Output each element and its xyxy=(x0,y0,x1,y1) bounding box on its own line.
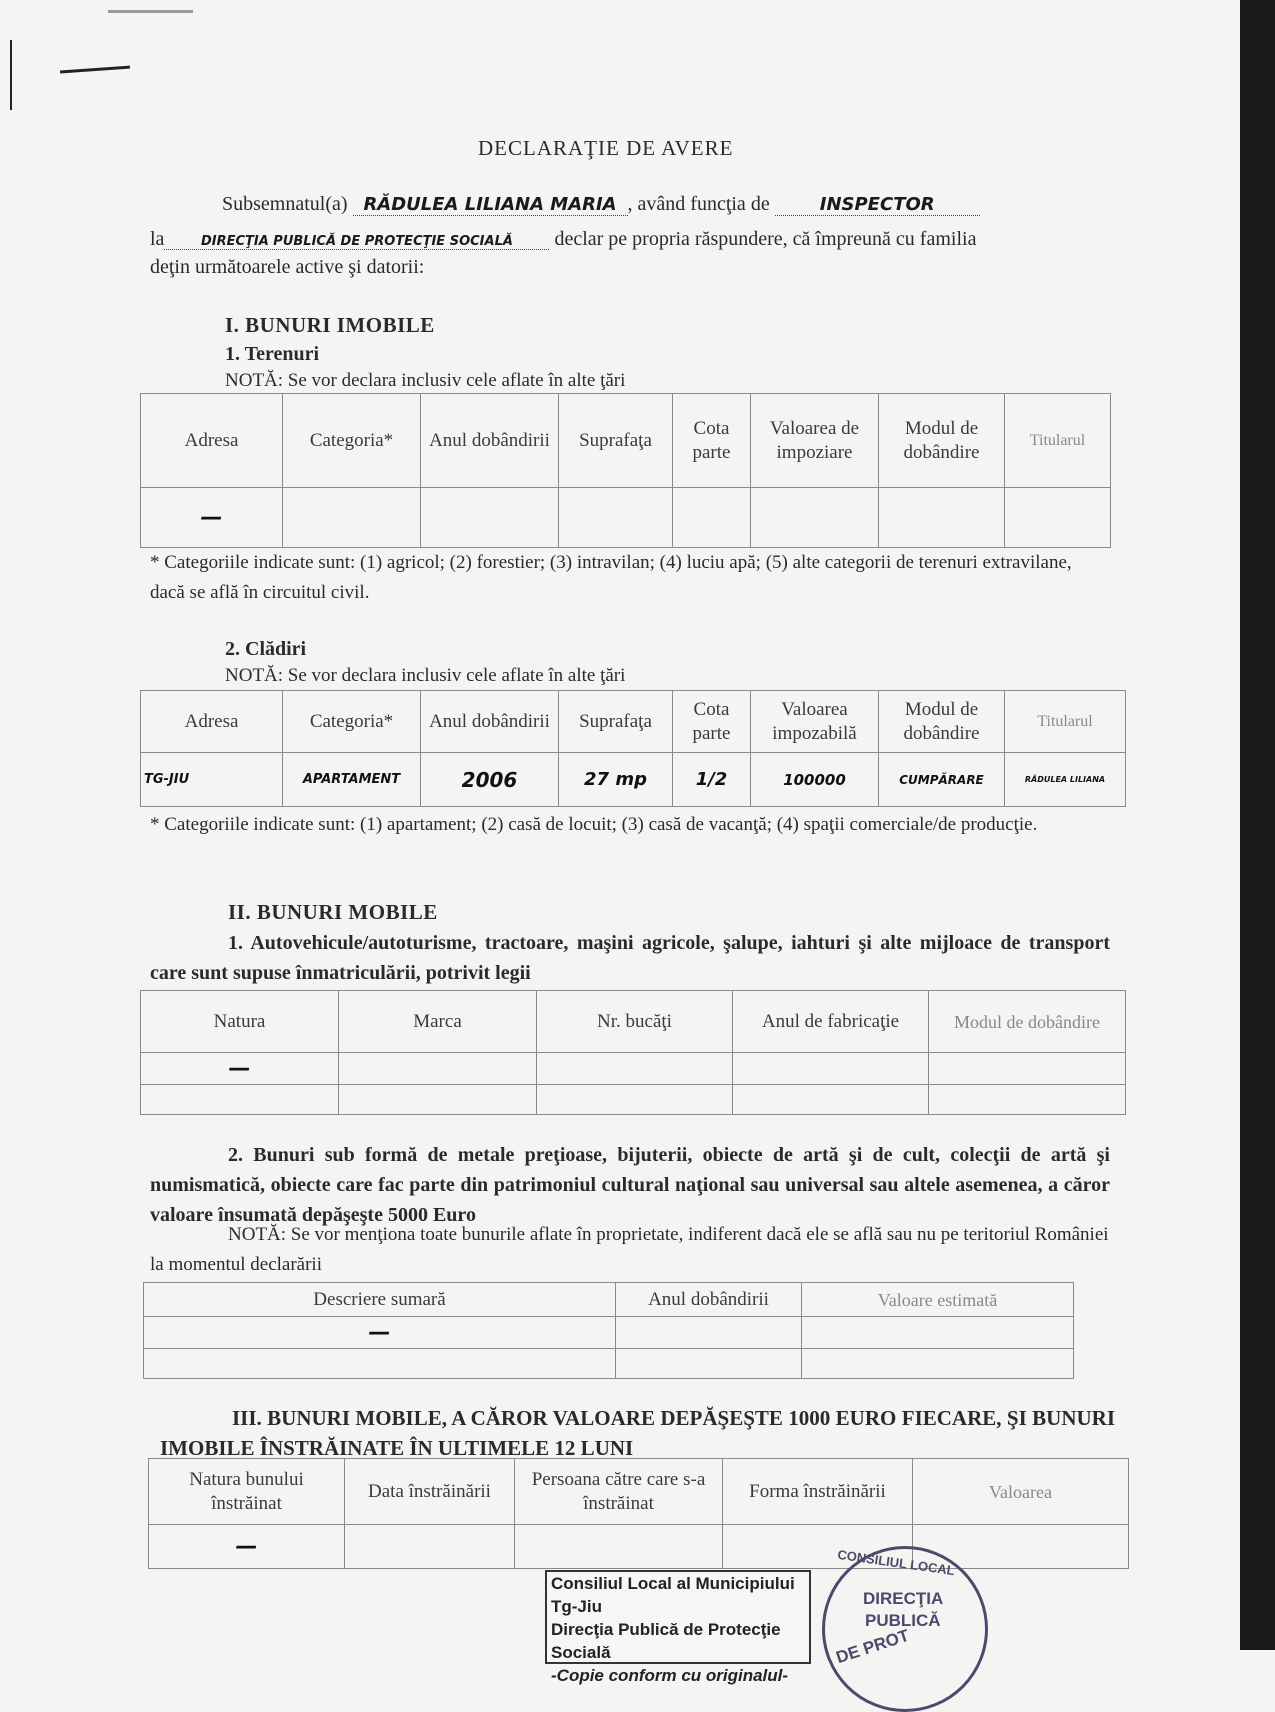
column-header: Titularul xyxy=(1005,691,1126,753)
table-cell xyxy=(802,1317,1074,1349)
buildings-note: NOTĂ: Se vor declara inclusiv cele aflate în alte ţări xyxy=(225,665,626,686)
column-header: Valoare estimată xyxy=(802,1283,1074,1317)
table-cell xyxy=(537,1053,733,1085)
table-row xyxy=(144,1317,1074,1349)
table-cell: — xyxy=(141,488,283,548)
column-header: Adresa xyxy=(141,394,283,488)
column-header: Anul dobândirii xyxy=(421,394,559,488)
column-header: Suprafaţa xyxy=(559,691,673,753)
table-cell: 2006 xyxy=(421,753,559,807)
valuables-note: NOTĂ: Se vor menţiona toate bunurile aflate în proprietate, indiferent dacă ele se află sau nu pe teritoriul României la momentul declarării xyxy=(150,1224,1109,1275)
column-header: Titularul xyxy=(1005,394,1111,488)
punch-mark xyxy=(10,40,12,110)
column-header: Anul dobândirii xyxy=(421,691,559,753)
table-cell: RĂDULEA LILIANA xyxy=(1005,753,1126,807)
land-footnote: * Categoriile indicate sunt: (1) agricol; (2) forestier; (3) intravilan; (4) luciu apă; (5) alte categorii de terenuri extravilane, dacă se află în circuitul civil. xyxy=(150,552,1072,603)
intro-line-3: deţin următoarele active şi datorii: xyxy=(150,256,425,278)
column-header: Modul de dobândire xyxy=(879,394,1005,488)
vehicles-subtitle: 1. Autovehicule/autoturisme, tractoare, maşini agricole, şalupe, iahturi şi alte mijloace de transport care sunt supuse înmatriculării, potrivit legii xyxy=(150,932,1110,984)
table-header-row xyxy=(141,394,1111,488)
column-header: Anul de fabricaţie xyxy=(733,991,929,1053)
column-header: Forma înstrăinării xyxy=(723,1459,913,1525)
column-header: Modul de dobândire xyxy=(929,991,1126,1053)
table-cell xyxy=(339,1053,537,1085)
table-cell xyxy=(929,1053,1126,1085)
column-header: Valoarea xyxy=(913,1459,1129,1525)
certification-stamp: Consiliul Local al Municipiului Tg-Jiu Direcţia Publică de Protecţie Socială -Copie conform cu originalul- xyxy=(545,1570,811,1664)
column-header: Categoria* xyxy=(283,394,421,488)
column-header: Valoarea de impoziare xyxy=(751,394,879,488)
table-cell: CUMPĂRARE xyxy=(879,753,1005,807)
table-cell: 100000 xyxy=(751,753,879,807)
land-table xyxy=(140,393,1111,548)
column-header: Marca xyxy=(339,991,537,1053)
table-cell xyxy=(283,488,421,548)
buildings-footnote: * Categoriile indicate sunt: (1) apartament; (2) casă de locuit; (3) casă de vacanţă; (4) spaţii comerciale/de producţie. xyxy=(150,814,1038,835)
table-cell xyxy=(733,1053,929,1085)
valuables-table xyxy=(143,1282,1074,1379)
table-cell: — xyxy=(144,1317,616,1349)
column-header: Persoana către care s-a înstrăinat xyxy=(515,1459,723,1525)
section-3-title: III. BUNURI MOBILE, A CĂROR VALOARE DEPĂŞEŞTE 1000 EURO FIECARE, ŞI BUNURI IMOBILE ÎNSTRĂINATE ÎN ULTIMELE 12 LUNI xyxy=(160,1406,1115,1460)
buildings-subtitle: 2. Clădiri xyxy=(225,638,307,660)
land-subtitle: 1. Terenuri xyxy=(225,343,320,365)
table-cell xyxy=(751,488,879,548)
disposed-assets-table xyxy=(148,1458,1129,1569)
table-cell xyxy=(616,1317,802,1349)
scan-edge xyxy=(1240,0,1275,1650)
table-cell xyxy=(515,1525,723,1569)
table-header-row xyxy=(141,991,1126,1053)
table-row xyxy=(141,753,1126,807)
column-header: Adresa xyxy=(141,691,283,753)
institution-field: DIRECŢIA PUBLICĂ DE PROTECŢIE SOCIALĂ xyxy=(164,234,549,250)
table-cell xyxy=(559,488,673,548)
table-header-row xyxy=(141,691,1126,753)
column-header: Nr. bucăţi xyxy=(537,991,733,1053)
table-header-row xyxy=(144,1283,1074,1317)
staple-mark xyxy=(108,10,193,13)
table-row xyxy=(149,1525,1129,1569)
section-1-title: I. BUNURI IMOBILE xyxy=(225,313,435,337)
table-cell xyxy=(1005,488,1111,548)
column-header: Natura bunului înstrăinat xyxy=(149,1459,345,1525)
table-row xyxy=(141,1085,1126,1115)
declarant-name-field: RĂDULEA LILIANA MARIA xyxy=(353,194,628,216)
function-field: INSPECTOR xyxy=(775,194,980,216)
column-header: Modul de dobândire xyxy=(879,691,1005,753)
column-header: Descriere sumară xyxy=(144,1283,616,1317)
table-cell xyxy=(345,1525,515,1569)
table-cell: TG-JIU xyxy=(141,753,283,807)
column-header: Natura xyxy=(141,991,339,1053)
table-cell xyxy=(421,488,559,548)
column-header: Valoarea impozabilă xyxy=(751,691,879,753)
intro-line-2: la DIRECŢIA PUBLICĂ DE PROTECŢIE SOCIALĂ declar pe propria răspundere, că împreună cu familia xyxy=(150,228,977,250)
official-seal: CONSILIUL LOCAL DIRECŢIA PUBLICĂ DE PROT xyxy=(822,1546,988,1712)
table-cell: 1/2 xyxy=(673,753,751,807)
column-header: Suprafaţa xyxy=(559,394,673,488)
table-row xyxy=(141,1053,1126,1085)
land-note: NOTĂ: Se vor declara inclusiv cele aflate în alte ţări xyxy=(225,370,626,391)
punch-mark xyxy=(60,66,130,74)
vehicles-table xyxy=(140,990,1126,1115)
page-title: DECLARAŢIE DE AVERE xyxy=(478,136,734,160)
valuables-subtitle: 2. Bunuri sub formă de metale preţioase, bijuterii, obiecte de artă şi de cult, colecţii de artă şi numismatică, obiecte care fac parte din patrimoniul cultural naţional sau universal sau altele asemenea, a căror valoare însumată depăşeşte 5000 Euro xyxy=(150,1144,1110,1226)
table-header-row xyxy=(149,1459,1129,1525)
table-cell xyxy=(879,488,1005,548)
intro-line-1: Subsemnatul(a) RĂDULEA LILIANA MARIA , având funcţia de INSPECTOR xyxy=(222,193,980,216)
table-cell: — xyxy=(149,1525,345,1569)
table-row xyxy=(144,1349,1074,1379)
column-header: Cota parte xyxy=(673,394,751,488)
table-cell: — xyxy=(141,1053,339,1085)
section-2-title: II. BUNURI MOBILE xyxy=(228,900,438,924)
column-header: Cota parte xyxy=(673,691,751,753)
table-cell: APARTAMENT xyxy=(283,753,421,807)
column-header: Anul dobândirii xyxy=(616,1283,802,1317)
column-header: Categoria* xyxy=(283,691,421,753)
column-header: Data înstrăinării xyxy=(345,1459,515,1525)
buildings-table xyxy=(140,690,1126,807)
table-cell xyxy=(673,488,751,548)
table-row xyxy=(141,488,1111,548)
table-cell: 27 mp xyxy=(559,753,673,807)
